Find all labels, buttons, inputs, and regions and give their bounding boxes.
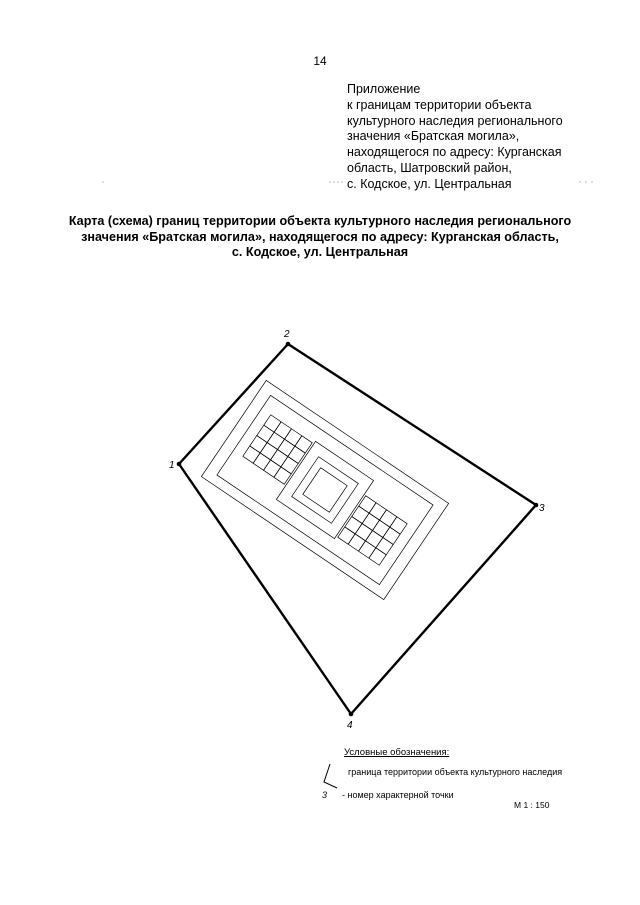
title-line: значения «Братская могила», находящегося по адресу: Курганская область, bbox=[81, 229, 559, 244]
legend-title: Условные обозначения: bbox=[344, 747, 450, 758]
appendix-line: область, Шатровский район, bbox=[347, 160, 512, 175]
tile bbox=[257, 425, 274, 442]
tile bbox=[390, 517, 407, 534]
tile bbox=[260, 443, 277, 460]
tile-grid-left bbox=[243, 415, 312, 484]
point-label-2: 2 bbox=[284, 329, 290, 340]
appendix-line: с. Кодское, ул. Центральная bbox=[347, 176, 512, 191]
tile bbox=[264, 415, 281, 432]
central-frame-2 bbox=[303, 468, 347, 512]
tile bbox=[243, 446, 260, 463]
tile bbox=[348, 534, 365, 551]
point-label-4: 4 bbox=[347, 720, 353, 731]
point-marker-1 bbox=[177, 462, 182, 467]
legend-boundary-text: граница территории объекта культурного наследия bbox=[348, 767, 563, 777]
point-marker-4 bbox=[349, 712, 354, 717]
tile bbox=[264, 460, 281, 477]
tile bbox=[369, 503, 386, 520]
scan-dots bbox=[102, 181, 592, 182]
appendix-line: находящегося по адресу: Курганская bbox=[347, 145, 562, 160]
monument-plan bbox=[201, 380, 448, 599]
central-platform bbox=[276, 441, 373, 538]
tile bbox=[267, 432, 284, 449]
tile bbox=[365, 530, 382, 547]
tile bbox=[379, 510, 396, 527]
tile bbox=[372, 520, 389, 537]
tile bbox=[250, 436, 267, 453]
tile bbox=[383, 527, 400, 544]
tile bbox=[362, 513, 379, 530]
tile bbox=[274, 422, 291, 439]
appendix-line: значения «Братская могила», bbox=[347, 129, 520, 144]
outer-frame bbox=[201, 380, 448, 599]
point-marker-3 bbox=[534, 503, 539, 508]
point-label-1: 1 bbox=[169, 460, 175, 471]
point-label-3: 3 bbox=[539, 503, 545, 514]
scale-label: М 1 : 150 bbox=[514, 800, 550, 810]
tile bbox=[355, 523, 372, 540]
legend-boundary-symbol bbox=[324, 764, 337, 788]
central-frame-1 bbox=[292, 457, 359, 524]
tile bbox=[376, 537, 393, 554]
inner-frame bbox=[217, 395, 433, 584]
legend-point-text: - номер характерной точки bbox=[342, 790, 454, 800]
title-line: Карта (схема) границ территории объекта культурного наследия регионального bbox=[68, 214, 572, 228]
tile bbox=[278, 439, 295, 456]
tile bbox=[285, 429, 302, 446]
page-number: 14 bbox=[313, 54, 327, 68]
tile-grid-right bbox=[338, 496, 407, 565]
appendix-line: культурного наследия регионального bbox=[347, 113, 563, 128]
title-line: с. Кодское, ул. Центральная bbox=[231, 245, 409, 259]
tile bbox=[359, 541, 376, 558]
point-marker-2 bbox=[286, 342, 291, 347]
tile bbox=[271, 450, 288, 467]
tile bbox=[253, 453, 270, 470]
appendix-line: Приложение bbox=[347, 82, 421, 96]
legend-point-number: 3 bbox=[322, 790, 328, 800]
appendix-line: к границам территории объекта bbox=[347, 97, 532, 112]
tile bbox=[369, 548, 386, 565]
territory-boundary bbox=[179, 344, 536, 714]
